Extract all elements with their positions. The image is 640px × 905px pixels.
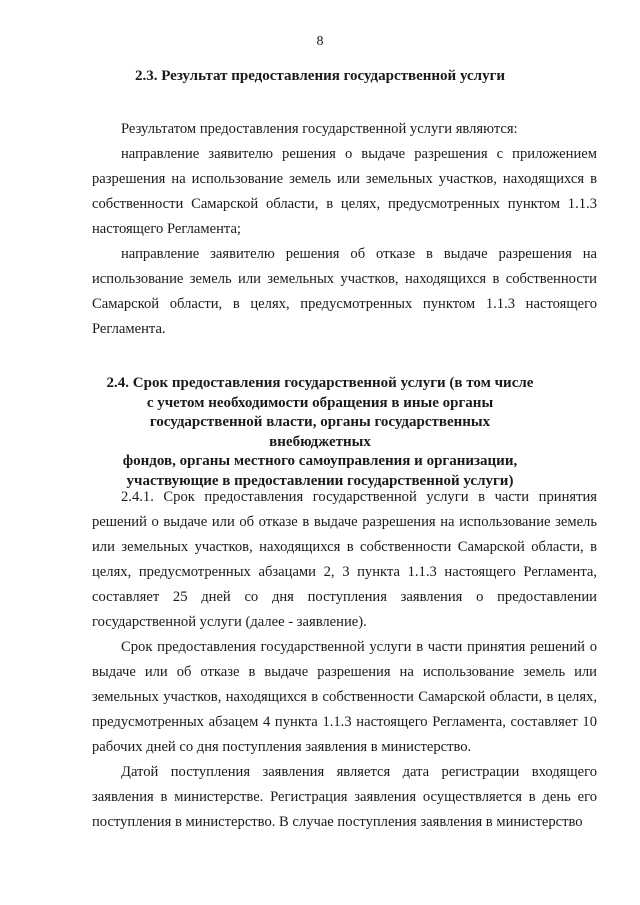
paragraph: 2.4.1. Срок предоставления государственной услуги в части принятия решений о выдаче или об отказе в выдаче разрешения на использование земель или земельных участков, находящихся в собственности Самарской области, в целях, предусмотренных абзацами 2, 3 пункта 1.1.3 настоящего Регламента, составляет 25 дней со дня поступления заявления о предоставлении государственной услуги (далее - заявление). [92, 489, 597, 630]
section-2-3-body [92, 117, 597, 342]
paragraph: направление заявителю решения об отказе в выдаче разрешения на использование земель или земельных участков, находящихся в собственности Самарской области, в целях, предусмотренных пунктом 1.1.3 настоящего Регламента. [92, 246, 597, 337]
paragraph: Датой поступления заявления является дата регистрации входящего заявления в министерстве. Регистрация заявления осуществляется в день его поступления в министерство. В случае поступления заявления в министерство [92, 764, 597, 830]
page-number: 8 [316, 34, 324, 49]
paragraph: Срок предоставления государственной услуги в части принятия решений о выдаче или об отказе в выдаче разрешения на использование земель или земельных участков, находящихся в собственности Самарской области, в целях, предусмотренных абзацем 4 пункта 1.1.3 настоящего Регламента, составляет 10 рабочих дней со дня поступления заявления в министерство. [92, 639, 597, 755]
section-2-4-body [92, 485, 597, 835]
section-2-4-heading [100, 374, 540, 492]
paragraph: направление заявителю решения о выдаче разрешения с приложением разрешения на использование земель или земельных участков, находящихся в собственности Самарской области, в целях, предусмотренных пунктом 1.1.3 настоящего Регламента; [92, 146, 597, 237]
heading-line: 2.4. Срок предоставления государственной услуги (в том числе [106, 375, 534, 391]
paragraph: Результатом предоставления государственной услуги являются: [121, 121, 518, 137]
heading-line: государственной власти, органы государственных внебюджетных [149, 414, 491, 450]
section-2-3-heading: 2.3. Результат предоставления государственной услуги [134, 68, 506, 84]
heading-line: фондов, органы местного самоуправления и организации, [122, 453, 518, 470]
heading-line: с учетом необходимости обращения в иные органы [146, 394, 494, 411]
heading-line: участвующие в предоставлении государственной услуги) [126, 472, 514, 489]
